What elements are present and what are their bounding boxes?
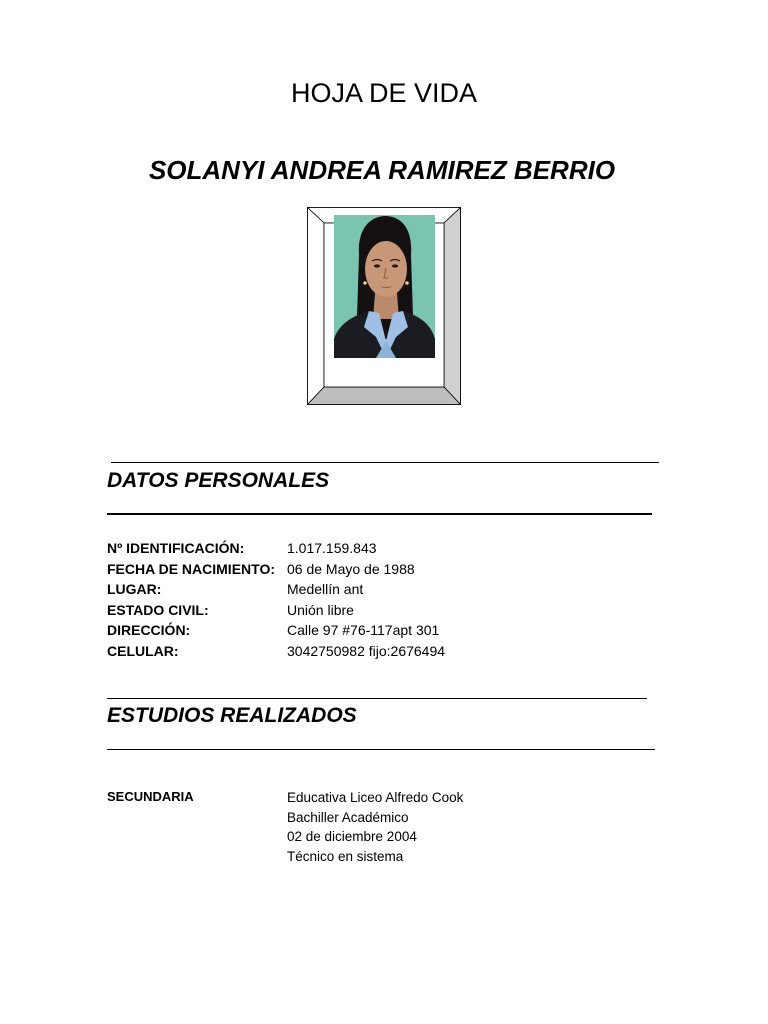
info-row — [107, 538, 445, 559]
info-row — [107, 600, 445, 621]
rule-personal-bottom — [107, 513, 652, 515]
info-value: 1.017.159.843 — [287, 540, 377, 557]
info-row — [107, 620, 445, 641]
section-heading-personal: DATOS PERSONALES — [107, 469, 330, 492]
study-line: Técnico en sistema — [287, 848, 404, 864]
info-label: Nº IDENTIFICACIÓN: — [107, 540, 245, 557]
study-line: Educativa Liceo Alfredo Cook — [287, 790, 464, 805]
person-name: SOLANYI ANDREA RAMIREZ BERRIO — [148, 155, 616, 185]
study-line: 02 de diciembre 2004 — [287, 829, 417, 844]
info-row — [107, 579, 445, 600]
info-label: LUGAR: — [107, 581, 162, 598]
info-value: Calle 97 #76-117apt 301 — [287, 622, 440, 639]
info-label: FECHA DE NACIMIENTO: — [107, 560, 275, 577]
personal-info-table — [107, 538, 445, 661]
info-value: 06 de Mayo de 1988 — [287, 560, 415, 577]
info-row — [107, 559, 445, 580]
study-line: Bachiller Académico — [287, 809, 409, 825]
info-value: 3042750982 fijo:2676494 — [287, 642, 446, 659]
info-value: Unión libre — [287, 601, 354, 618]
document-title: HOJA DE VIDA — [290, 78, 478, 108]
info-label: ESTADO CIVIL: — [107, 601, 209, 618]
info-row — [107, 641, 445, 662]
info-value: Medellín ant — [287, 581, 364, 598]
photo-frame — [307, 207, 461, 405]
rule-personal-top — [111, 462, 659, 463]
study-details — [287, 788, 463, 866]
rule-studies-top — [107, 698, 647, 699]
section-heading-studies: ESTUDIOS REALIZADOS — [107, 704, 357, 727]
portrait-photo-icon — [307, 207, 461, 405]
rule-studies-bottom — [107, 749, 655, 750]
info-label: CELULAR: — [107, 642, 179, 659]
study-level-label: SECUNDARIA — [107, 789, 194, 804]
info-label: DIRECCIÓN: — [107, 622, 191, 639]
